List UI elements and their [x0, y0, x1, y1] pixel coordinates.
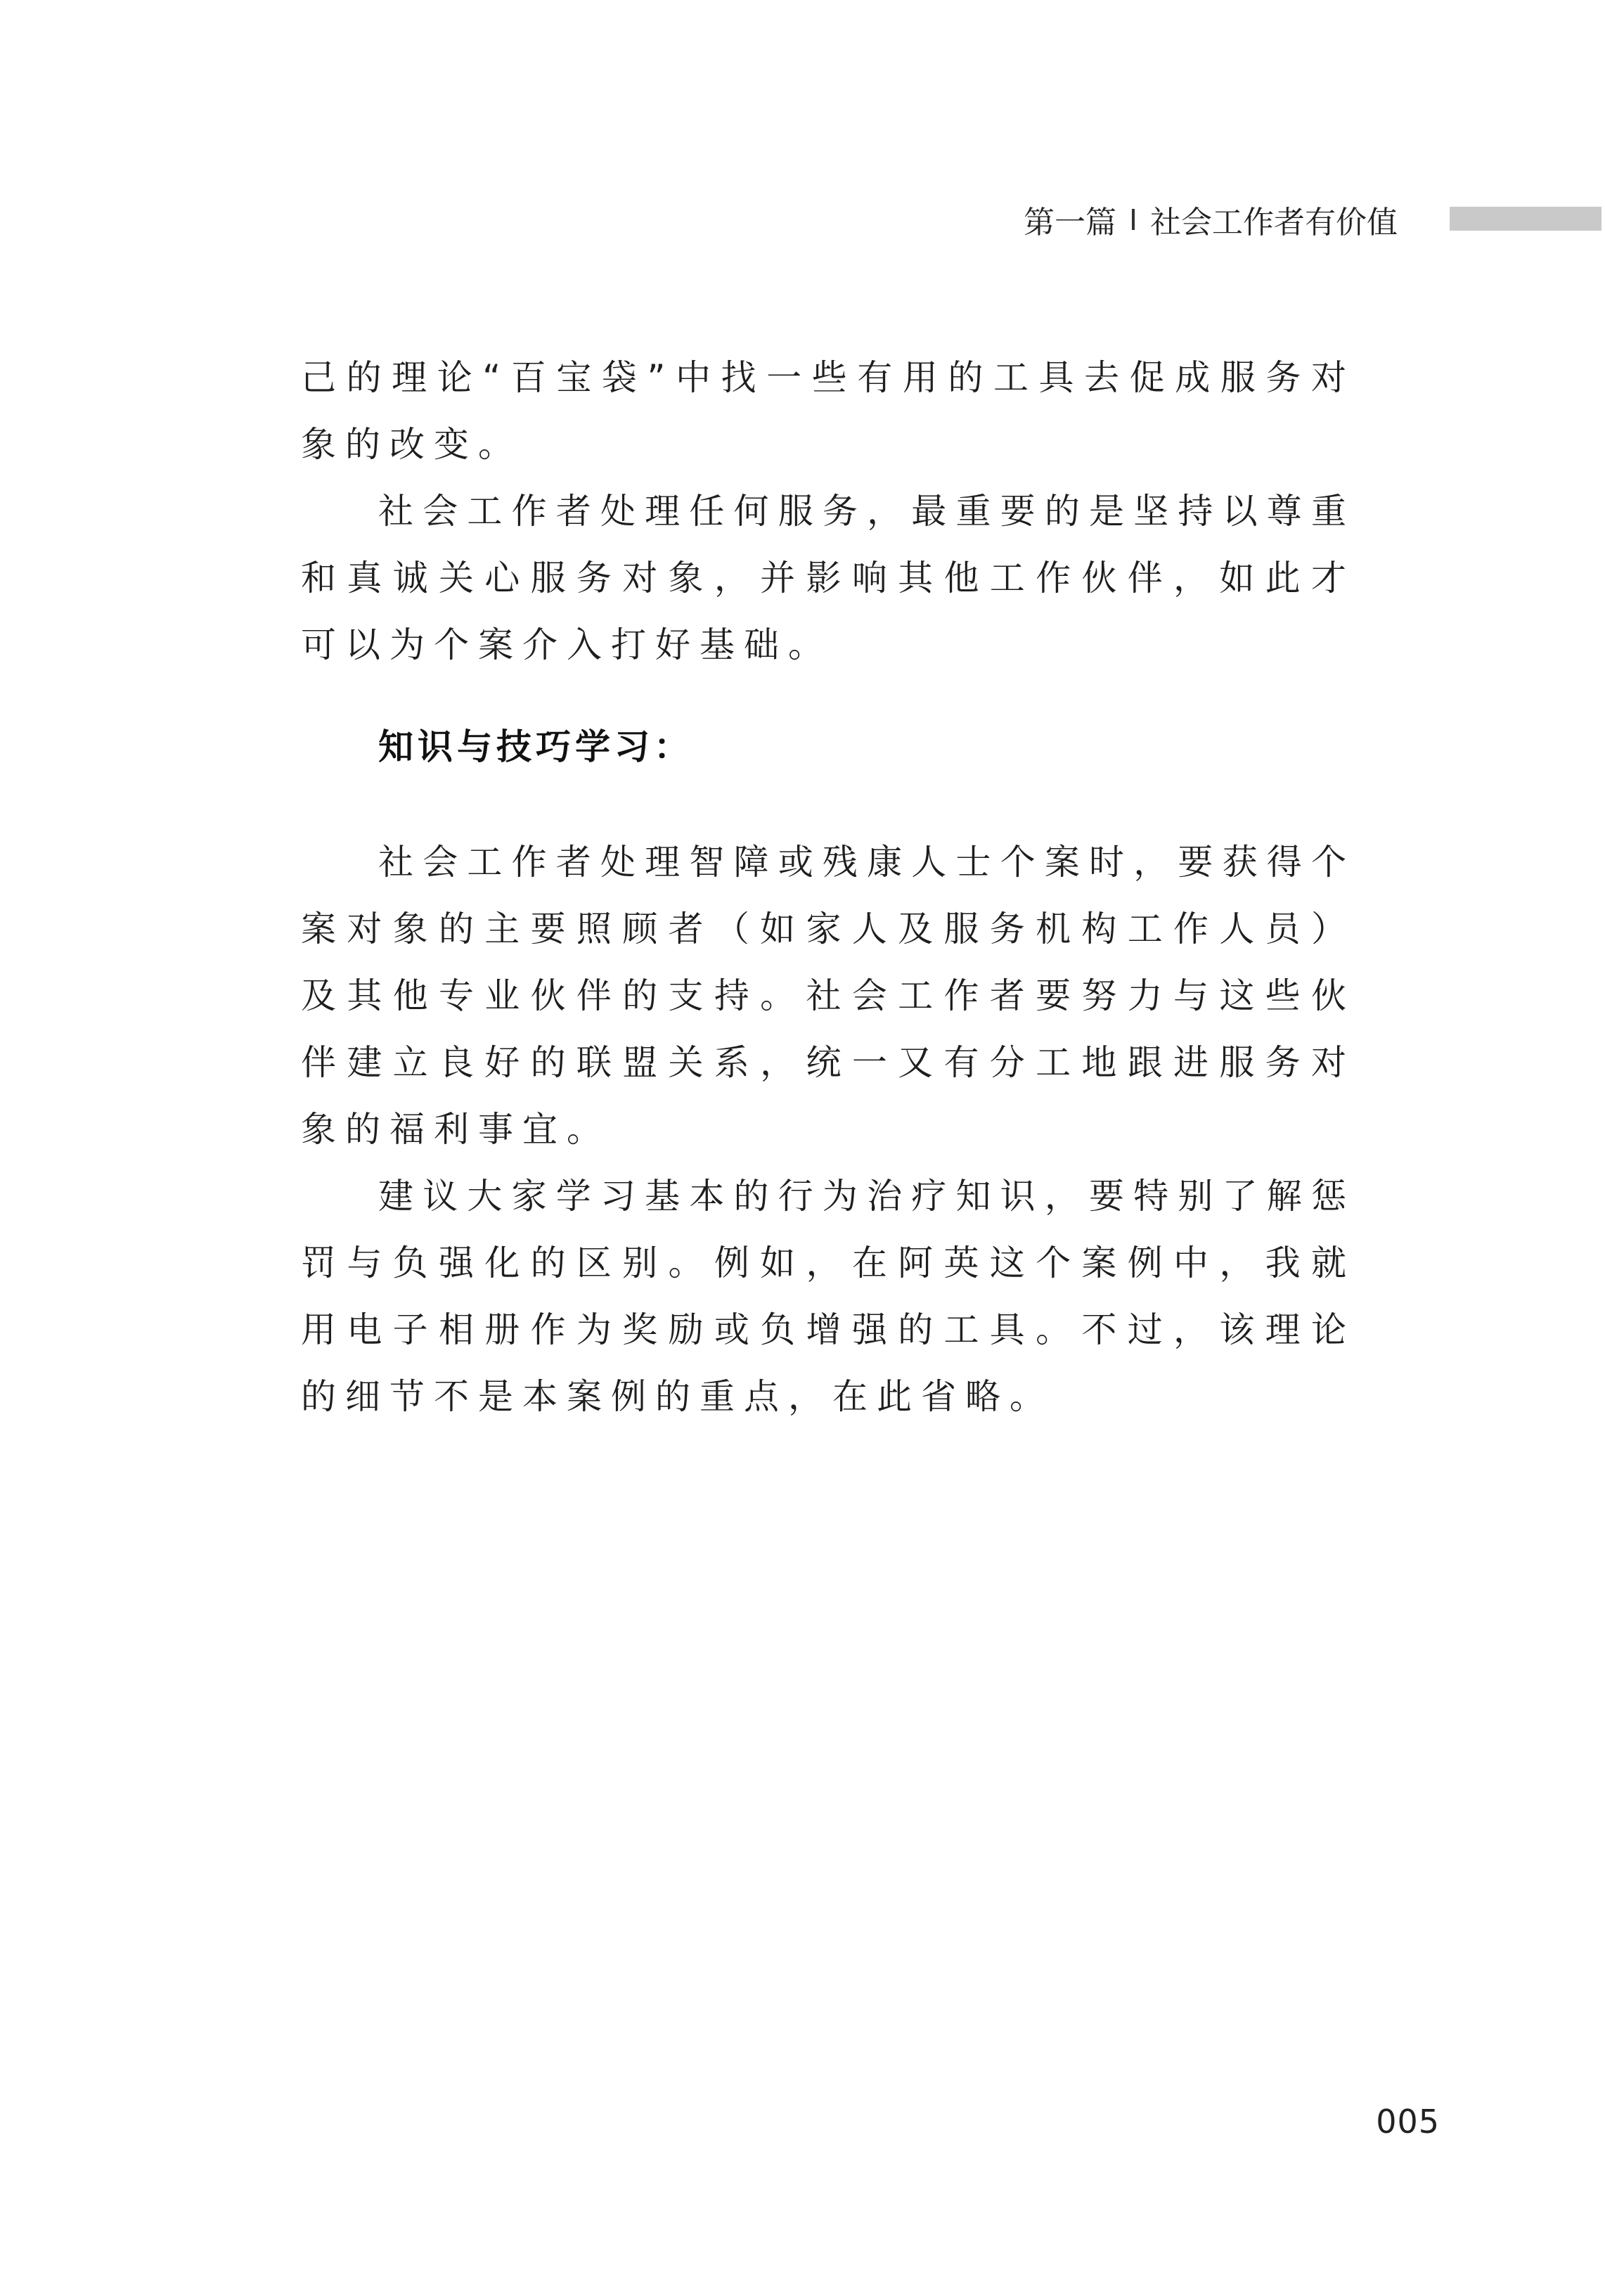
- header-separator: [1132, 209, 1135, 230]
- section-heading: 知识与技巧学习：: [378, 726, 693, 767]
- page-number: 005: [1376, 2103, 1440, 2141]
- running-header: [1024, 198, 1398, 240]
- header-chapter-title: 社会工作者有价值: [1150, 205, 1398, 240]
- header-decorative-bar: [1450, 207, 1601, 231]
- header-part-label: 第一篇: [1024, 205, 1116, 240]
- paragraph: 建议大家学习基本的行为治疗知识，要特别了解惩罚与负强化的区别。例如，在阿英这个案例中，我就用电子相册作为奖励或负增强的工具。不过，该理论的细节不是本案例的重点，在此省略。: [301, 1176, 1355, 1417]
- body-text: [301, 345, 1355, 1430]
- paragraph: 社会工作者处理智障或残康人士个案时，要获得个案对象的主要照顾者（如家人及服务机构工作人员）及其他专业伙伴的支持。社会工作者要努力与这些伙伴建立良好的联盟关系，统一又有分工地跟进服务对象的福利事宜。: [301, 842, 1355, 1150]
- paragraph-continuation: 己的理论“百宝袋”中找一些有用的工具去促成服务对象的改变。: [301, 357, 1355, 465]
- paragraph: 社会工作者处理任何服务，最重要的是坚持以尊重和真诚关心服务对象，并影响其他工作伙伴，如此才可以为个案介入打好基础。: [301, 491, 1355, 665]
